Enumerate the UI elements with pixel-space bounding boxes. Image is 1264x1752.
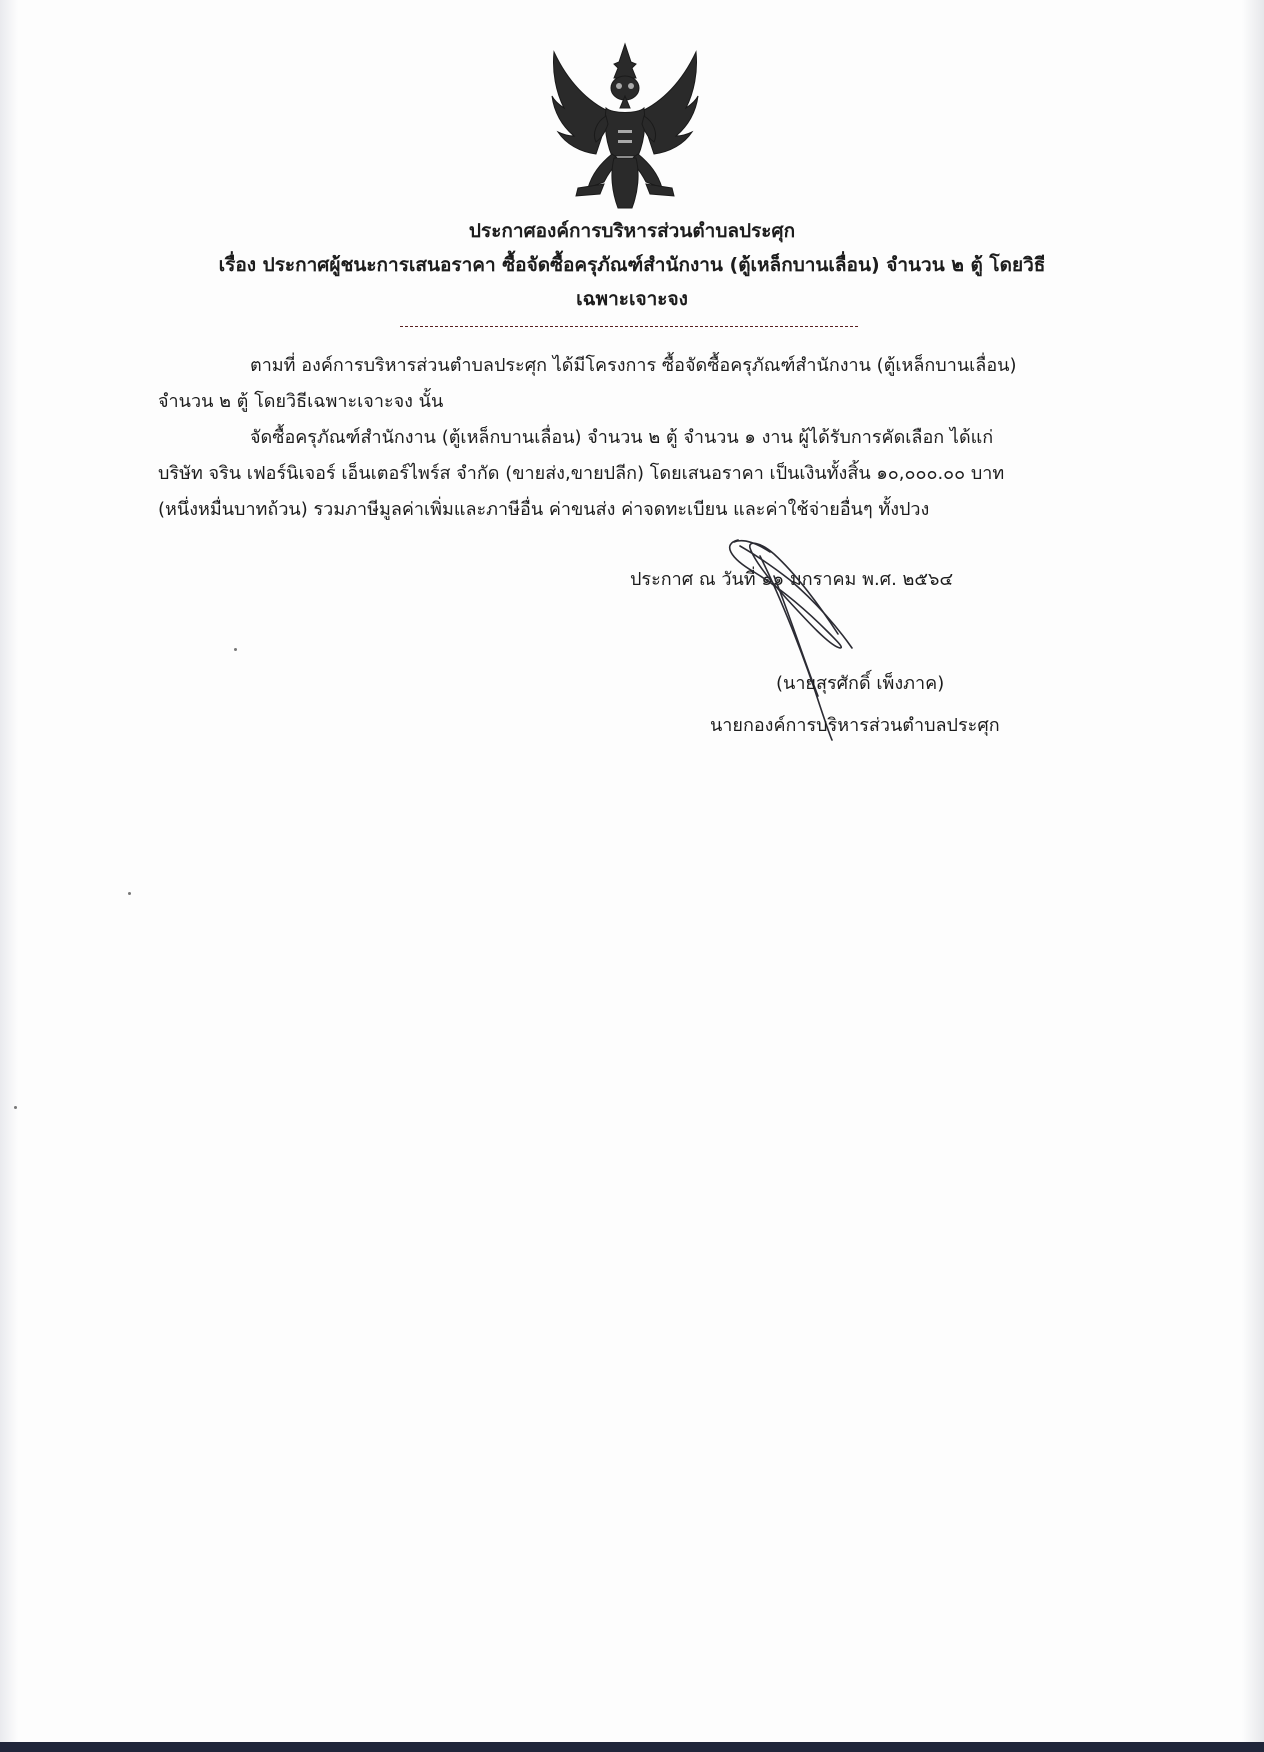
scan-right-edge xyxy=(1242,0,1264,1752)
signer-title: นายกองค์การบริหารส่วนตำบลประศุก xyxy=(710,715,1000,736)
dashed-divider xyxy=(400,326,858,327)
garuda-emblem-icon xyxy=(548,42,702,212)
paragraph-2 xyxy=(158,420,1088,528)
paragraph-1-line-1: ตามที่ องค์การบริหารส่วนตำบลประศุก ได้มีโครงการ ซื้อจัดซื้อครุภัณฑ์สำนักงาน (ตู้เหล็กบานเลื่อน) xyxy=(250,355,1017,376)
paragraph-1 xyxy=(158,348,1088,420)
signer-name: (นายสุรศักดิ์ เพ็งภาค) xyxy=(776,673,945,694)
paragraph-2-line-1: จัดซื้อครุภัณฑ์สำนักงาน (ตู้เหล็กบานเลื่อน) จำนวน ๒ ตู้ จำนวน ๑ งาน ผู้ได้รับการคัดเลือก ได้แก่ xyxy=(250,427,994,448)
paragraph-2-line-3: (หนึ่งหมื่นบาทถ้วน) รวมภาษีมูลค่าเพิ่มและภาษีอื่น ค่าขนส่ง ค่าจดทะเบียน และค่าใช้จ่ายอื่นๆ ทั้งปวง xyxy=(158,499,930,520)
paragraph-2-line-2: บริษัท จริน เฟอร์นิเจอร์ เอ็นเตอร์ไพร์ส จำกัด (ขายส่ง,ขายปลีก) โดยเสนอราคา เป็นเงินทั้งสิ้น ๑๐,๐๐๐.๐๐ บาท xyxy=(158,463,1005,484)
organization-title: ประกาศองค์การบริหารส่วนตำบลประศุก xyxy=(468,220,796,242)
announcement-date: ประกาศ ณ วันที่ ๑๑ มกราคม พ.ศ. ๒๕๖๔ xyxy=(630,569,954,590)
scan-left-edge xyxy=(0,0,18,1752)
scan-speck xyxy=(14,1106,17,1109)
scan-speck xyxy=(234,648,237,651)
scan-bottom-bar xyxy=(0,1742,1264,1752)
scan-speck xyxy=(128,892,131,895)
announcement-subject-continued: เฉพาะเจาะจง xyxy=(576,288,688,310)
announcement-header xyxy=(140,214,1124,316)
announcement-subject: เรื่อง ประกาศผู้ชนะการเสนอราคา ซื้อจัดซื้อครุภัณฑ์สำนักงาน (ตู้เหล็กบานเลื่อน) จำนวน ๒ ตู้ โดยวิธี xyxy=(218,254,1046,276)
paragraph-1-line-2: จำนวน ๒ ตู้ โดยวิธีเฉพาะเจาะจง นั้น xyxy=(158,391,444,412)
